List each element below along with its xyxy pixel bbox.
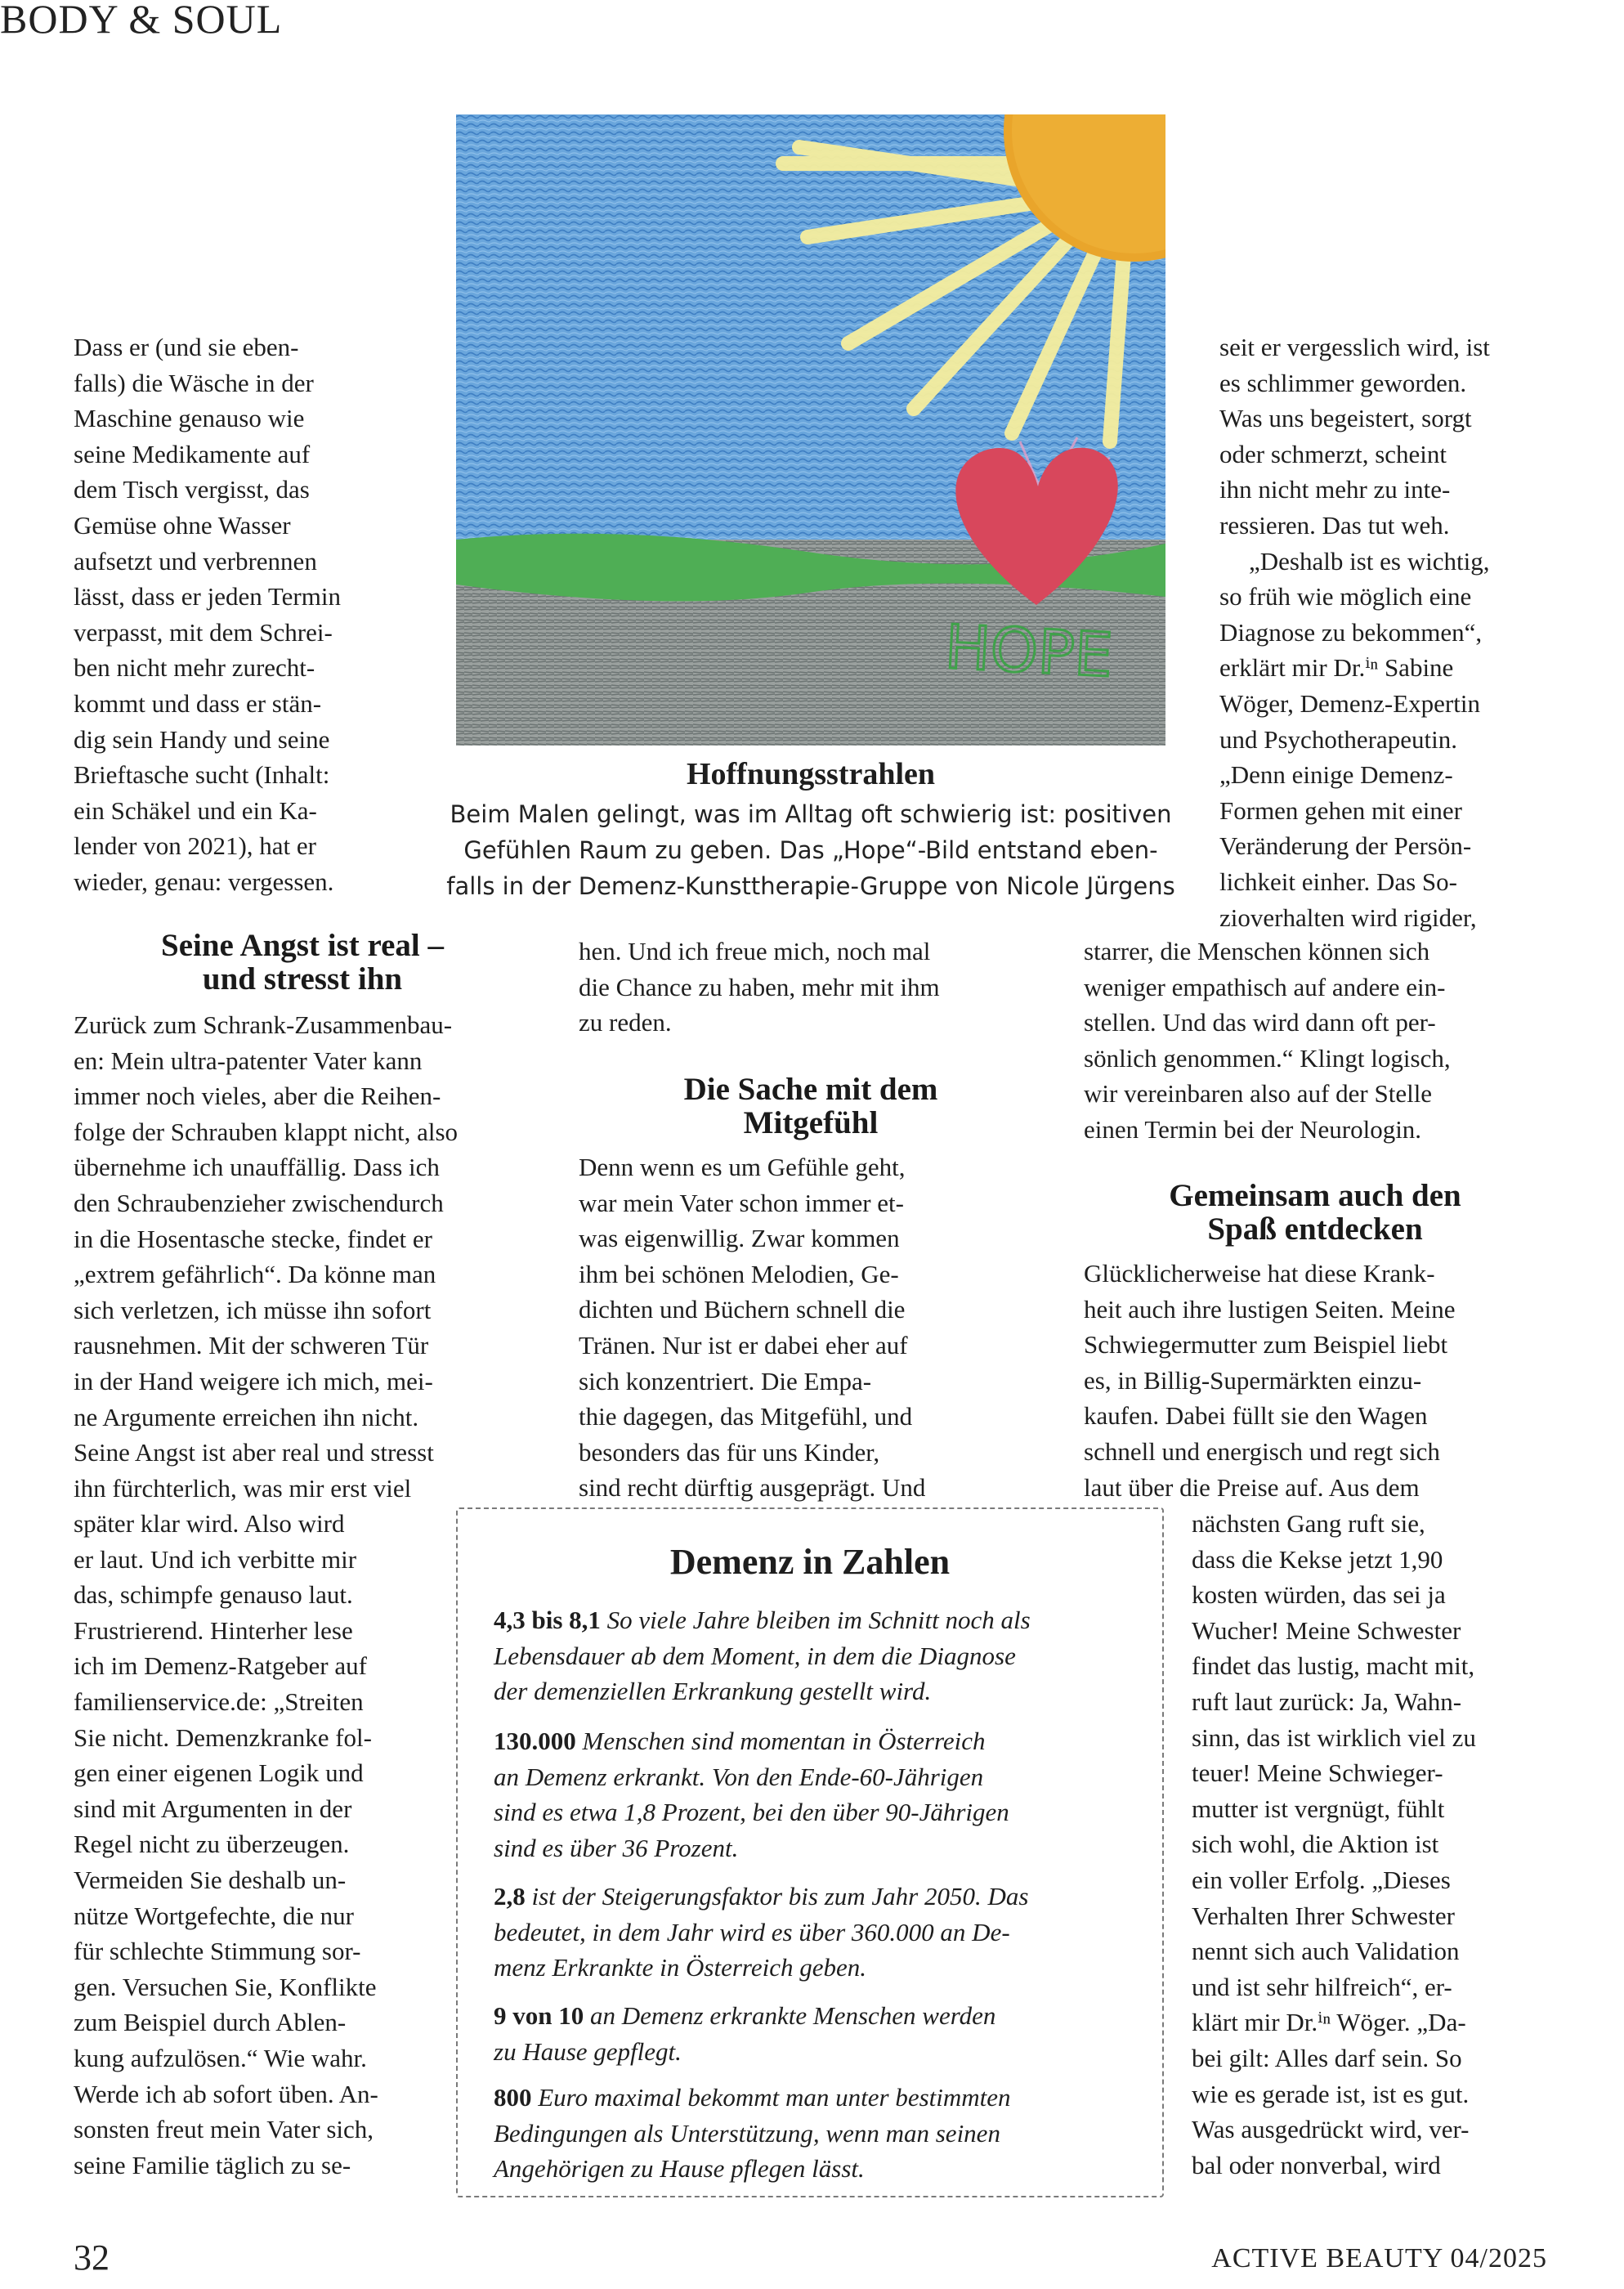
text-line: ben nicht mehr zurecht- bbox=[74, 653, 315, 683]
fact-item bbox=[494, 1602, 1131, 1709]
text-line: „Deshalb ist es wichtig, bbox=[1249, 546, 1490, 576]
caption-line: Beim Malen gelingt, was im Alltag oft schwierig ist: positiven bbox=[450, 800, 1172, 828]
text-line: kung aufzulösen.“ Wie wahr. bbox=[74, 2043, 367, 2072]
text-line: Zurück zum Schrank-Zusammenbau- bbox=[74, 1010, 453, 1039]
fact-number: 2,8 bbox=[494, 1882, 526, 1910]
text-line: übernehme ich unauffällig. Dass ich bbox=[74, 1153, 440, 1182]
text-line: und ist sehr hilfreich“, er- bbox=[1192, 1972, 1452, 2001]
text-line: lichkeit einher. Das So- bbox=[1219, 867, 1457, 896]
col2-heading bbox=[579, 1073, 1043, 1140]
text-line: wir vereinbaren also auf der Stelle bbox=[1084, 1079, 1433, 1109]
text-line: wieder, genau: vergessen. bbox=[74, 867, 334, 896]
text-line: sinn, das ist wirklich viel zu bbox=[1192, 1722, 1476, 1752]
text-line: kosten würden, das sei ja bbox=[1192, 1580, 1446, 1610]
text-line: heit auch ihre lustigen Seiten. Meine bbox=[1084, 1294, 1456, 1324]
fact-text: Bedingungen als Unterstützung, wenn man seinen bbox=[494, 2118, 1000, 2148]
text-line: erklärt mir Dr.ⁱⁿ Sabine bbox=[1219, 653, 1454, 683]
text-line: nennt sich auch Validation bbox=[1192, 1937, 1460, 1966]
text-line: starrer, die Menschen können sich bbox=[1084, 937, 1430, 965]
col3-wide bbox=[1084, 934, 1546, 1148]
text-line: bal oder nonverbal, wird bbox=[1192, 2150, 1441, 2179]
text-line: ihm bei schönen Melodien, Ge- bbox=[579, 1259, 899, 1288]
text-line: in der Hand weigere ich mich, mei- bbox=[74, 1366, 433, 1395]
text-line: später klar wird. Also wird bbox=[74, 1509, 345, 1538]
text-line: dig sein Handy und seine bbox=[74, 724, 330, 754]
col1-heading bbox=[74, 929, 531, 996]
text-line: dichten und Büchern schnell die bbox=[579, 1295, 906, 1324]
text-line: teuer! Meine Schwieger- bbox=[1192, 1758, 1443, 1788]
col3-body-narrow bbox=[1192, 1506, 1546, 2183]
text-line: weniger empathisch auf andere ein- bbox=[1084, 972, 1446, 1001]
hope-lettering: HOPE bbox=[943, 611, 1115, 692]
text-line: Frustrierend. Hinterher lese bbox=[74, 1615, 353, 1645]
fact-text: Menschen sind momentan in Österreich bbox=[582, 1727, 986, 1755]
text-line: kommt und dass er stän- bbox=[74, 688, 322, 718]
text-line: sind recht dürftig ausgeprägt. Und bbox=[579, 1473, 926, 1503]
text-line: sich verletzen, ich müsse ihn sofort bbox=[74, 1295, 432, 1324]
subheading-line: Seine Angst ist real – bbox=[161, 928, 444, 963]
text-line: Maschine genauso wie bbox=[74, 404, 305, 433]
text-line: Gemüse ohne Wasser bbox=[74, 510, 291, 540]
text-line: sonsten freut mein Vater sich, bbox=[74, 2115, 374, 2144]
text-line: lässt, dass er jeden Termin bbox=[74, 582, 341, 611]
text-line: zu reden. bbox=[579, 1008, 672, 1037]
text-line: was eigenwillig. Zwar kommen bbox=[579, 1224, 900, 1253]
text-line: es schlimmer geworden. bbox=[1219, 368, 1467, 397]
fact-text: bedeutet, in dem Jahr wird es über 360.000 an De- bbox=[494, 1917, 1010, 1946]
col3-top bbox=[1219, 329, 1546, 935]
text-line: Was uns begeistert, sorgt bbox=[1219, 404, 1472, 433]
text-line: Glücklicherweise hat diese Krank- bbox=[1084, 1259, 1435, 1288]
col2-intro bbox=[579, 934, 1043, 1041]
text-line: dass die Kekse jetzt 1,90 bbox=[1192, 1544, 1443, 1574]
fact-text: Lebensdauer ab dem Moment, in dem die Diagnose bbox=[494, 1641, 1016, 1670]
fact-number: 130.000 bbox=[494, 1727, 576, 1755]
col1-body-wide bbox=[74, 1007, 535, 1506]
text-line: den Schraubenzieher zwischendurch bbox=[74, 1188, 444, 1217]
text-line: verpasst, mit dem Schrei- bbox=[74, 617, 333, 647]
text-line: ein voller Erfolg. „Dieses bbox=[1192, 1865, 1451, 1894]
text-line: die Chance zu haben, mehr mit ihm bbox=[579, 972, 940, 1001]
fact-text: der demenziellen Erkrankung gestellt wird. bbox=[494, 1677, 932, 1706]
subheading-line: und stresst ihn bbox=[202, 961, 403, 997]
page-number: 32 bbox=[74, 2237, 110, 2278]
text-line: thie dagegen, das Mitgefühl, und bbox=[579, 1402, 913, 1431]
text-line: kaufen. Dabei füllt sie den Wagen bbox=[1084, 1401, 1428, 1431]
text-line: oder schmerzt, scheint bbox=[1219, 439, 1447, 468]
text-line: stellen. Und das wird dann oft per- bbox=[1084, 1008, 1436, 1037]
text-line: Schwiegermutter zum Beispiel liebt bbox=[1084, 1330, 1448, 1360]
text-line: seine Familie täglich zu se- bbox=[74, 2150, 351, 2179]
fact-item bbox=[494, 1998, 1131, 2069]
text-line: ein Schäkel und ein Ka- bbox=[74, 795, 317, 825]
text-line: Diagnose zu bekommen“, bbox=[1219, 617, 1483, 647]
caption-line: Gefühlen Raum zu geben. Das „Hope“-Bild entstand eben- bbox=[463, 836, 1158, 864]
text-line: in die Hosentasche stecke, findet er bbox=[74, 1224, 432, 1253]
fact-item bbox=[494, 2080, 1131, 2187]
text-line: besonders das für uns Kinder, bbox=[579, 1437, 880, 1467]
text-line: findet das lustig, macht mit, bbox=[1192, 1651, 1475, 1681]
text-line: ihn fürchterlich, was mir erst viel bbox=[74, 1473, 412, 1503]
caption-line: falls in der Demenz-Kunsttherapie-Gruppe von Nicole Jürgens bbox=[446, 872, 1175, 900]
col3-heading bbox=[1084, 1179, 1546, 1246]
fact-text: Angehörigen zu Hause pflegen lässt. bbox=[494, 2154, 865, 2184]
subheading-line: Die Sache mit dem bbox=[683, 1072, 938, 1107]
text-line: Brieftasche sucht (Inhalt: bbox=[74, 760, 330, 790]
text-line: und Psychotherapeutin. bbox=[1219, 724, 1458, 754]
text-line: für schlechte Stimmung sor- bbox=[74, 1937, 361, 1966]
text-line: rausnehmen. Mit der schweren Tür bbox=[74, 1331, 429, 1360]
fact-text: zu Hause gepflegt. bbox=[494, 2036, 682, 2066]
text-line: nütze Wortgefechte, die nur bbox=[74, 1901, 354, 1930]
fact-text: menz Erkrankte in Österreich geben. bbox=[494, 1953, 866, 1982]
text-line: en: Mein ultra-patenter Vater kann bbox=[74, 1046, 423, 1075]
subheading-line: Mitgefühl bbox=[743, 1105, 879, 1140]
text-line: sich konzentriert. Die Empa- bbox=[579, 1366, 872, 1395]
text-line: ihn nicht mehr zu inte- bbox=[1219, 475, 1451, 504]
text-line: falls) die Wäsche in der bbox=[74, 368, 314, 397]
fact-text: an Demenz erkrankt. Von den Ende-60-Jährigen bbox=[494, 1762, 984, 1791]
col2-body bbox=[579, 1149, 1043, 1506]
section-header: BODY & SOUL bbox=[0, 0, 283, 42]
fact-number: 9 von 10 bbox=[494, 2001, 584, 2030]
text-line: klärt mir Dr.ⁱⁿ Wöger. „Da- bbox=[1192, 2008, 1466, 2037]
col1-intro bbox=[74, 329, 400, 900]
col3-body-wide bbox=[1084, 1256, 1546, 1505]
text-line: Veränderung der Persön- bbox=[1219, 831, 1472, 861]
fact-text: So viele Jahre bleiben im Schnitt noch als bbox=[606, 1606, 1031, 1634]
text-line: schnell und energisch und regt sich bbox=[1084, 1436, 1440, 1466]
hope-drawing-image bbox=[456, 114, 1165, 746]
text-line: mutter ist vergnügt, fühlt bbox=[1192, 1794, 1445, 1823]
text-line: seine Medikamente auf bbox=[74, 439, 311, 468]
text-line: Verhalten Ihrer Schwester bbox=[1192, 1901, 1455, 1930]
text-line: aufsetzt und verbrennen bbox=[74, 546, 317, 576]
text-line: sind mit Argumenten in der bbox=[74, 1794, 352, 1823]
info-box-title: Demenz in Zahlen bbox=[669, 1542, 951, 1582]
text-line: nächsten Gang ruft sie, bbox=[1192, 1509, 1425, 1538]
text-line: Dass er (und sie eben- bbox=[74, 333, 299, 361]
fact-item bbox=[494, 1879, 1131, 1986]
text-line: einen Termin bei der Neurologin. bbox=[1084, 1114, 1422, 1144]
fact-text: an Demenz erkrankte Menschen werden bbox=[590, 2001, 996, 2030]
fact-text: sind es über 36 Prozent. bbox=[494, 1833, 739, 1862]
text-line: wie es gerade ist, ist es gut. bbox=[1192, 2079, 1470, 2108]
text-line: „extrem gefährlich“. Da könne man bbox=[74, 1260, 436, 1289]
text-line: ich im Demenz-Ratgeber auf bbox=[74, 1651, 367, 1681]
text-line: bei gilt: Alles darf sein. So bbox=[1192, 2043, 1462, 2072]
subheading-line: Gemeinsam auch den bbox=[1169, 1178, 1461, 1213]
fact-number: 800 bbox=[494, 2083, 532, 2112]
subheading-line: Spaß entdecken bbox=[1207, 1212, 1423, 1247]
text-line: Formen gehen mit einer bbox=[1219, 795, 1462, 825]
text-line: immer noch vieles, aber die Reihen- bbox=[74, 1082, 441, 1111]
fact-text: ist der Steigerungsfaktor bis zum Jahr 2050. Das bbox=[531, 1882, 1029, 1910]
text-line: Regel nicht zu überzeugen. bbox=[74, 1830, 350, 1859]
text-line: Werde ich ab sofort üben. An- bbox=[74, 2079, 378, 2108]
fact-item bbox=[494, 1723, 1131, 1866]
text-line: ressieren. Das tut weh. bbox=[1219, 510, 1450, 540]
fact-number: 4,3 bis 8,1 bbox=[494, 1606, 601, 1634]
text-line: folge der Schrauben klappt nicht, also bbox=[74, 1117, 459, 1146]
text-line: er laut. Und ich verbitte mir bbox=[74, 1544, 357, 1574]
magazine-issue: ACTIVE BEAUTY 04/2025 bbox=[1211, 2243, 1547, 2273]
text-line: zioverhalten wird rigider, bbox=[1219, 903, 1477, 932]
text-line: dem Tisch vergisst, das bbox=[74, 475, 310, 504]
fact-text: sind es etwa 1,8 Prozent, bei den über 90-Jährigen bbox=[494, 1798, 1009, 1827]
text-line: sich wohl, die Aktion ist bbox=[1192, 1830, 1439, 1859]
text-line: laut über die Preise auf. Aus dem bbox=[1084, 1472, 1420, 1502]
text-line: Was ausgedrückt wird, ver- bbox=[1192, 2115, 1470, 2144]
text-line: ne Argumente erreichen ihn nicht. bbox=[74, 1402, 419, 1431]
text-line: so früh wie möglich eine bbox=[1219, 582, 1472, 611]
text-line: gen einer eigenen Logik und bbox=[74, 1758, 364, 1788]
text-line: das, schimpfe genauso laut. bbox=[74, 1580, 353, 1610]
text-line: ruft laut zurück: Ja, Wahn- bbox=[1192, 1687, 1462, 1716]
text-line: hen. Und ich freue mich, noch mal bbox=[579, 937, 931, 965]
text-line: Sie nicht. Demenzkranke fol- bbox=[74, 1722, 372, 1752]
text-line: lender von 2021), hat er bbox=[74, 831, 316, 861]
text-line: zum Beispiel durch Ablen- bbox=[74, 2008, 347, 2037]
text-line: war mein Vater schon immer et- bbox=[579, 1188, 904, 1217]
text-line: Vermeiden Sie deshalb un- bbox=[74, 1865, 347, 1894]
text-line: Wucher! Meine Schwester bbox=[1192, 1615, 1461, 1645]
text-line: Denn wenn es um Gefühle geht, bbox=[579, 1153, 906, 1181]
text-line: Seine Angst ist aber real und stresst bbox=[74, 1438, 434, 1467]
text-line: „Denn einige Demenz- bbox=[1219, 760, 1453, 790]
fact-text: Euro maximal bekommt man unter bestimmten bbox=[538, 2083, 1011, 2112]
caption-text bbox=[437, 796, 1184, 904]
text-line: Wöger, Demenz-Expertin bbox=[1219, 688, 1480, 718]
text-line: sönlich genommen.“ Klingt logisch, bbox=[1084, 1043, 1451, 1073]
text-line: es, in Billig-Supermärkten einzu- bbox=[1084, 1365, 1422, 1395]
text-line: Tränen. Nur ist er dabei eher auf bbox=[579, 1330, 908, 1360]
col1-body-narrow bbox=[74, 1506, 430, 2183]
text-line: familienservice.de: „Streiten bbox=[74, 1687, 364, 1716]
caption-title: Hoffnungsstrahlen bbox=[686, 757, 936, 791]
text-line: seit er vergesslich wird, ist bbox=[1219, 333, 1490, 361]
text-line: gen. Versuchen Sie, Konflikte bbox=[74, 1972, 377, 2001]
